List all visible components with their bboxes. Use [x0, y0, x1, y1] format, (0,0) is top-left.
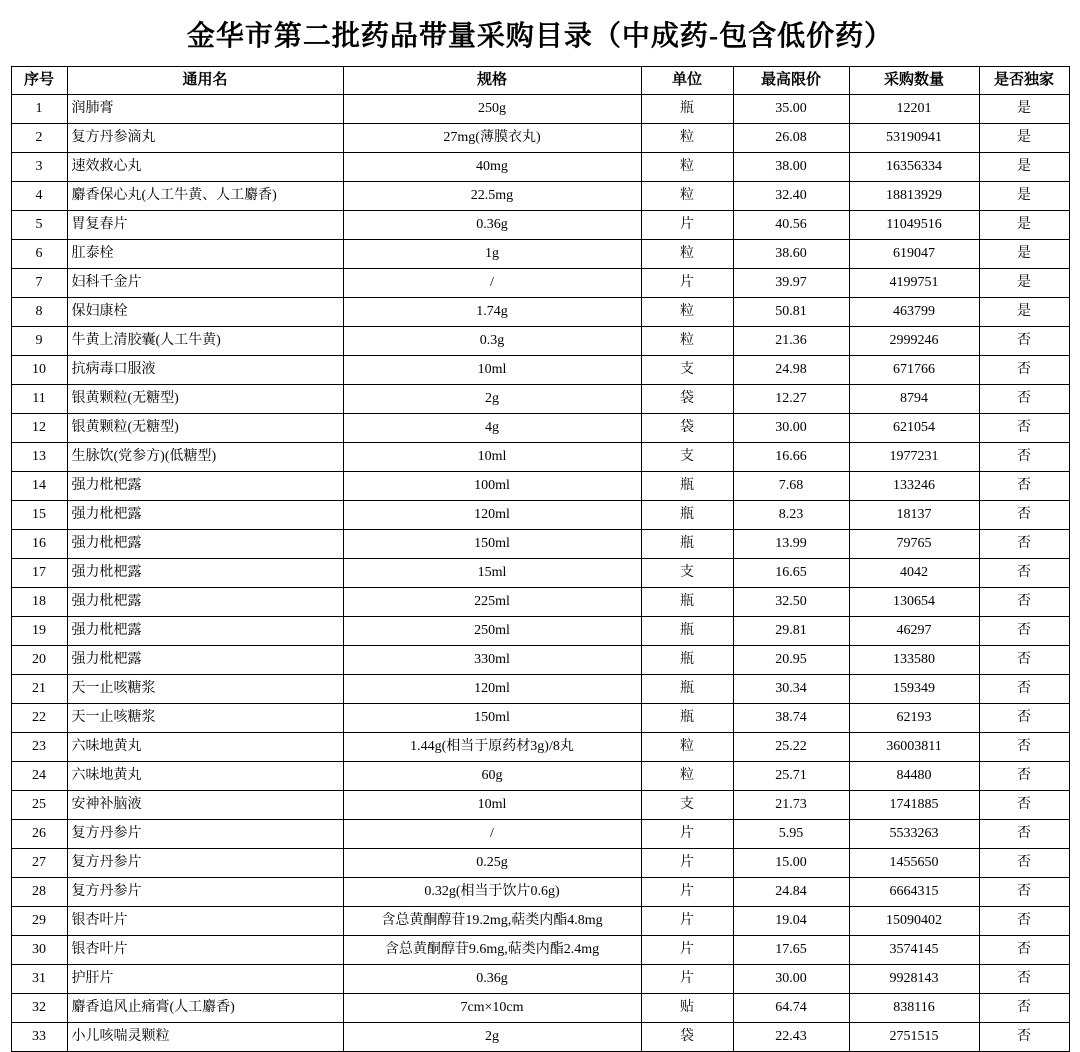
cell-quantity: 619047: [849, 240, 979, 269]
cell-specification: 2g: [343, 1023, 641, 1052]
cell-quantity: 16356334: [849, 153, 979, 182]
page-title: 金华市第二批药品带量采购目录（中成药-包含低价药）: [186, 21, 894, 52]
cell-specification: 250g: [343, 95, 641, 124]
cell-unit: 粒: [641, 153, 733, 182]
cell-exclusive: 否: [979, 762, 1069, 791]
cell-max-price: 30.00: [733, 414, 849, 443]
cell-index: 13: [11, 443, 67, 472]
cell-unit: 支: [641, 791, 733, 820]
cell-index: 18: [11, 588, 67, 617]
column-header-qty: 采购数量: [849, 67, 979, 95]
cell-generic-name: 麝香保心丸(人工牛黄、人工麝香): [67, 182, 343, 211]
cell-index: 9: [11, 327, 67, 356]
cell-index: 24: [11, 762, 67, 791]
cell-index: 12: [11, 414, 67, 443]
table-row: [11, 907, 1069, 936]
cell-exclusive: 否: [979, 791, 1069, 820]
cell-generic-name: 胃复春片: [67, 211, 343, 240]
cell-specification: 22.5mg: [343, 182, 641, 211]
cell-max-price: 38.00: [733, 153, 849, 182]
cell-generic-name: 麝香追风止痛膏(人工麝香): [67, 994, 343, 1023]
cell-quantity: 46297: [849, 617, 979, 646]
cell-generic-name: 速效救心丸: [67, 153, 343, 182]
cell-specification: 1.44g(相当于原药材3g)/8丸: [343, 733, 641, 762]
cell-specification: 15ml: [343, 559, 641, 588]
cell-exclusive: 是: [979, 269, 1069, 298]
cell-exclusive: 否: [979, 878, 1069, 907]
cell-index: 31: [11, 965, 67, 994]
cell-quantity: 6664315: [849, 878, 979, 907]
cell-unit: 片: [641, 878, 733, 907]
cell-exclusive: 否: [979, 704, 1069, 733]
cell-specification: 1g: [343, 240, 641, 269]
cell-max-price: 26.08: [733, 124, 849, 153]
cell-generic-name: 复方丹参滴丸: [67, 124, 343, 153]
cell-unit: 粒: [641, 124, 733, 153]
cell-quantity: 133580: [849, 646, 979, 675]
table-row: [11, 849, 1069, 878]
cell-specification: 4g: [343, 414, 641, 443]
cell-specification: 100ml: [343, 472, 641, 501]
cell-max-price: 5.95: [733, 820, 849, 849]
cell-index: 20: [11, 646, 67, 675]
table-row: [11, 588, 1069, 617]
cell-quantity: 5533263: [849, 820, 979, 849]
cell-unit: 瓶: [641, 704, 733, 733]
cell-unit: 瓶: [641, 675, 733, 704]
cell-max-price: 19.04: [733, 907, 849, 936]
cell-specification: 60g: [343, 762, 641, 791]
cell-index: 10: [11, 356, 67, 385]
cell-exclusive: 否: [979, 588, 1069, 617]
cell-exclusive: 否: [979, 849, 1069, 878]
cell-index: 4: [11, 182, 67, 211]
cell-index: 11: [11, 385, 67, 414]
cell-generic-name: 天一止咳糖浆: [67, 675, 343, 704]
cell-generic-name: 小儿咳喘灵颗粒: [67, 1023, 343, 1052]
cell-index: 28: [11, 878, 67, 907]
cell-exclusive: 否: [979, 617, 1069, 646]
cell-max-price: 24.84: [733, 878, 849, 907]
cell-quantity: 621054: [849, 414, 979, 443]
table-row: [11, 385, 1069, 414]
cell-unit: 片: [641, 820, 733, 849]
cell-quantity: 2999246: [849, 327, 979, 356]
cell-specification: 含总黄酮醇苷19.2mg,萜类内酯4.8mg: [343, 907, 641, 936]
cell-specification: 0.36g: [343, 965, 641, 994]
cell-specification: 0.32g(相当于饮片0.6g): [343, 878, 641, 907]
cell-quantity: 671766: [849, 356, 979, 385]
cell-specification: 0.25g: [343, 849, 641, 878]
cell-quantity: 838116: [849, 994, 979, 1023]
table-row: [11, 211, 1069, 240]
cell-index: 22: [11, 704, 67, 733]
cell-max-price: 21.73: [733, 791, 849, 820]
document-page: [0, 14, 1080, 1044]
table-row: [11, 298, 1069, 327]
cell-index: 19: [11, 617, 67, 646]
cell-index: 3: [11, 153, 67, 182]
cell-unit: 瓶: [641, 501, 733, 530]
procurement-catalog-table: [11, 66, 1070, 1052]
table-row: [11, 820, 1069, 849]
cell-specification: /: [343, 820, 641, 849]
cell-specification: 0.36g: [343, 211, 641, 240]
cell-unit: 粒: [641, 733, 733, 762]
table-row: [11, 124, 1069, 153]
cell-generic-name: 牛黄上清胶囊(人工牛黄): [67, 327, 343, 356]
cell-max-price: 25.71: [733, 762, 849, 791]
table-row: [11, 240, 1069, 269]
cell-unit: 片: [641, 269, 733, 298]
table-row: [11, 443, 1069, 472]
cell-generic-name: 妇科千金片: [67, 269, 343, 298]
table-row: [11, 704, 1069, 733]
cell-generic-name: 强力枇杷露: [67, 617, 343, 646]
cell-generic-name: 润肺膏: [67, 95, 343, 124]
table-row: [11, 762, 1069, 791]
cell-index: 29: [11, 907, 67, 936]
table-row: [11, 501, 1069, 530]
cell-quantity: 1455650: [849, 849, 979, 878]
cell-exclusive: 否: [979, 965, 1069, 994]
cell-index: 7: [11, 269, 67, 298]
cell-index: 15: [11, 501, 67, 530]
cell-max-price: 38.60: [733, 240, 849, 269]
cell-specification: 120ml: [343, 675, 641, 704]
cell-generic-name: 保妇康栓: [67, 298, 343, 327]
cell-specification: 10ml: [343, 356, 641, 385]
cell-exclusive: 否: [979, 559, 1069, 588]
cell-generic-name: 强力枇杷露: [67, 472, 343, 501]
cell-unit: 片: [641, 965, 733, 994]
cell-max-price: 7.68: [733, 472, 849, 501]
cell-quantity: 1977231: [849, 443, 979, 472]
cell-max-price: 64.74: [733, 994, 849, 1023]
cell-index: 14: [11, 472, 67, 501]
table-row: [11, 733, 1069, 762]
table-row: [11, 472, 1069, 501]
cell-generic-name: 强力枇杷露: [67, 588, 343, 617]
cell-quantity: 53190941: [849, 124, 979, 153]
cell-unit: 贴: [641, 994, 733, 1023]
cell-index: 1: [11, 95, 67, 124]
cell-exclusive: 否: [979, 530, 1069, 559]
cell-quantity: 18137: [849, 501, 979, 530]
cell-generic-name: 安神补脑液: [67, 791, 343, 820]
cell-max-price: 32.40: [733, 182, 849, 211]
cell-quantity: 463799: [849, 298, 979, 327]
cell-max-price: 38.74: [733, 704, 849, 733]
cell-quantity: 12201: [849, 95, 979, 124]
cell-index: 33: [11, 1023, 67, 1052]
cell-unit: 片: [641, 211, 733, 240]
cell-quantity: 18813929: [849, 182, 979, 211]
cell-specification: 40mg: [343, 153, 641, 182]
cell-unit: 粒: [641, 327, 733, 356]
cell-unit: 袋: [641, 414, 733, 443]
cell-unit: 粒: [641, 298, 733, 327]
cell-quantity: 4042: [849, 559, 979, 588]
table-row: [11, 675, 1069, 704]
cell-index: 25: [11, 791, 67, 820]
cell-specification: 0.3g: [343, 327, 641, 356]
cell-exclusive: 是: [979, 124, 1069, 153]
cell-specification: 含总黄酮醇苷9.6mg,萜类内酯2.4mg: [343, 936, 641, 965]
table-row: [11, 95, 1069, 124]
table-row: [11, 936, 1069, 965]
cell-max-price: 8.23: [733, 501, 849, 530]
cell-max-price: 30.34: [733, 675, 849, 704]
cell-exclusive: 否: [979, 472, 1069, 501]
cell-unit: 瓶: [641, 95, 733, 124]
cell-max-price: 50.81: [733, 298, 849, 327]
column-header-spec: 规格: [343, 67, 641, 95]
cell-unit: 片: [641, 907, 733, 936]
cell-max-price: 13.99: [733, 530, 849, 559]
column-header-exclusive: 是否独家: [979, 67, 1069, 95]
cell-exclusive: 是: [979, 153, 1069, 182]
cell-exclusive: 是: [979, 211, 1069, 240]
cell-index: 2: [11, 124, 67, 153]
cell-exclusive: 否: [979, 385, 1069, 414]
table-row: [11, 414, 1069, 443]
cell-max-price: 24.98: [733, 356, 849, 385]
cell-quantity: 4199751: [849, 269, 979, 298]
cell-max-price: 22.43: [733, 1023, 849, 1052]
table-header-row: [11, 67, 1069, 95]
cell-quantity: 62193: [849, 704, 979, 733]
cell-generic-name: 六味地黄丸: [67, 762, 343, 791]
cell-index: 6: [11, 240, 67, 269]
cell-generic-name: 强力枇杷露: [67, 501, 343, 530]
cell-index: 16: [11, 530, 67, 559]
cell-specification: 27mg(薄膜衣丸): [343, 124, 641, 153]
cell-specification: 10ml: [343, 443, 641, 472]
cell-quantity: 130654: [849, 588, 979, 617]
cell-quantity: 9928143: [849, 965, 979, 994]
cell-unit: 瓶: [641, 646, 733, 675]
cell-exclusive: 否: [979, 443, 1069, 472]
cell-quantity: 84480: [849, 762, 979, 791]
cell-generic-name: 抗病毒口服液: [67, 356, 343, 385]
cell-specification: 225ml: [343, 588, 641, 617]
cell-quantity: 3574145: [849, 936, 979, 965]
table-row: [11, 965, 1069, 994]
cell-index: 30: [11, 936, 67, 965]
cell-generic-name: 复方丹参片: [67, 878, 343, 907]
cell-specification: 7cm×10cm: [343, 994, 641, 1023]
cell-exclusive: 是: [979, 95, 1069, 124]
cell-exclusive: 否: [979, 501, 1069, 530]
cell-index: 17: [11, 559, 67, 588]
cell-max-price: 12.27: [733, 385, 849, 414]
cell-exclusive: 否: [979, 646, 1069, 675]
cell-max-price: 16.66: [733, 443, 849, 472]
column-header-index: 序号: [11, 67, 67, 95]
table-row: [11, 1023, 1069, 1052]
cell-exclusive: 否: [979, 907, 1069, 936]
cell-generic-name: 银黄颗粒(无糖型): [67, 385, 343, 414]
cell-max-price: 16.65: [733, 559, 849, 588]
cell-specification: /: [343, 269, 641, 298]
cell-max-price: 17.65: [733, 936, 849, 965]
cell-generic-name: 生脉饮(党参方)(低糖型): [67, 443, 343, 472]
cell-exclusive: 是: [979, 182, 1069, 211]
cell-exclusive: 是: [979, 298, 1069, 327]
cell-specification: 1.74g: [343, 298, 641, 327]
cell-generic-name: 肛泰栓: [67, 240, 343, 269]
cell-quantity: 8794: [849, 385, 979, 414]
cell-specification: 2g: [343, 385, 641, 414]
cell-generic-name: 强力枇杷露: [67, 530, 343, 559]
cell-generic-name: 天一止咳糖浆: [67, 704, 343, 733]
cell-exclusive: 否: [979, 733, 1069, 762]
cell-exclusive: 否: [979, 820, 1069, 849]
cell-unit: 瓶: [641, 617, 733, 646]
cell-index: 26: [11, 820, 67, 849]
cell-generic-name: 强力枇杷露: [67, 559, 343, 588]
cell-quantity: 36003811: [849, 733, 979, 762]
table-row: [11, 182, 1069, 211]
cell-specification: 150ml: [343, 704, 641, 733]
cell-quantity: 133246: [849, 472, 979, 501]
cell-generic-name: 六味地黄丸: [67, 733, 343, 762]
cell-unit: 袋: [641, 1023, 733, 1052]
cell-exclusive: 否: [979, 356, 1069, 385]
cell-unit: 瓶: [641, 588, 733, 617]
table-row: [11, 530, 1069, 559]
cell-generic-name: 银黄颗粒(无糖型): [67, 414, 343, 443]
cell-specification: 250ml: [343, 617, 641, 646]
cell-exclusive: 否: [979, 675, 1069, 704]
cell-max-price: 35.00: [733, 95, 849, 124]
cell-generic-name: 复方丹参片: [67, 849, 343, 878]
cell-exclusive: 否: [979, 327, 1069, 356]
cell-max-price: 39.97: [733, 269, 849, 298]
cell-max-price: 32.50: [733, 588, 849, 617]
cell-generic-name: 强力枇杷露: [67, 646, 343, 675]
cell-generic-name: 护肝片: [67, 965, 343, 994]
cell-unit: 袋: [641, 385, 733, 414]
table-row: [11, 356, 1069, 385]
cell-specification: 330ml: [343, 646, 641, 675]
cell-unit: 瓶: [641, 530, 733, 559]
cell-unit: 支: [641, 356, 733, 385]
cell-exclusive: 否: [979, 1023, 1069, 1052]
cell-specification: 150ml: [343, 530, 641, 559]
cell-generic-name: 银杏叶片: [67, 907, 343, 936]
cell-unit: 片: [641, 849, 733, 878]
cell-quantity: 1741885: [849, 791, 979, 820]
cell-max-price: 25.22: [733, 733, 849, 762]
cell-max-price: 21.36: [733, 327, 849, 356]
cell-unit: 粒: [641, 762, 733, 791]
column-header-unit: 单位: [641, 67, 733, 95]
cell-unit: 支: [641, 443, 733, 472]
cell-generic-name: 银杏叶片: [67, 936, 343, 965]
cell-unit: 片: [641, 936, 733, 965]
cell-index: 27: [11, 849, 67, 878]
cell-quantity: 159349: [849, 675, 979, 704]
cell-generic-name: 复方丹参片: [67, 820, 343, 849]
cell-unit: 支: [641, 559, 733, 588]
cell-quantity: 79765: [849, 530, 979, 559]
cell-max-price: 30.00: [733, 965, 849, 994]
cell-max-price: 40.56: [733, 211, 849, 240]
cell-quantity: 15090402: [849, 907, 979, 936]
cell-specification: 120ml: [343, 501, 641, 530]
table-row: [11, 878, 1069, 907]
cell-exclusive: 否: [979, 994, 1069, 1023]
cell-max-price: 15.00: [733, 849, 849, 878]
cell-max-price: 29.81: [733, 617, 849, 646]
cell-unit: 粒: [641, 182, 733, 211]
cell-exclusive: 否: [979, 414, 1069, 443]
cell-index: 8: [11, 298, 67, 327]
column-header-name: 通用名: [67, 67, 343, 95]
table-row: [11, 994, 1069, 1023]
table-row: [11, 559, 1069, 588]
table-row: [11, 617, 1069, 646]
cell-index: 23: [11, 733, 67, 762]
cell-index: 32: [11, 994, 67, 1023]
cell-quantity: 11049516: [849, 211, 979, 240]
cell-specification: 10ml: [343, 791, 641, 820]
cell-exclusive: 否: [979, 936, 1069, 965]
cell-quantity: 2751515: [849, 1023, 979, 1052]
cell-index: 21: [11, 675, 67, 704]
table-row: [11, 269, 1069, 298]
cell-exclusive: 是: [979, 240, 1069, 269]
cell-max-price: 20.95: [733, 646, 849, 675]
cell-index: 5: [11, 211, 67, 240]
table-row: [11, 791, 1069, 820]
cell-unit: 瓶: [641, 472, 733, 501]
table-row: [11, 153, 1069, 182]
table-row: [11, 327, 1069, 356]
column-header-price: 最高限价: [733, 67, 849, 95]
cell-unit: 粒: [641, 240, 733, 269]
table-row: [11, 646, 1069, 675]
